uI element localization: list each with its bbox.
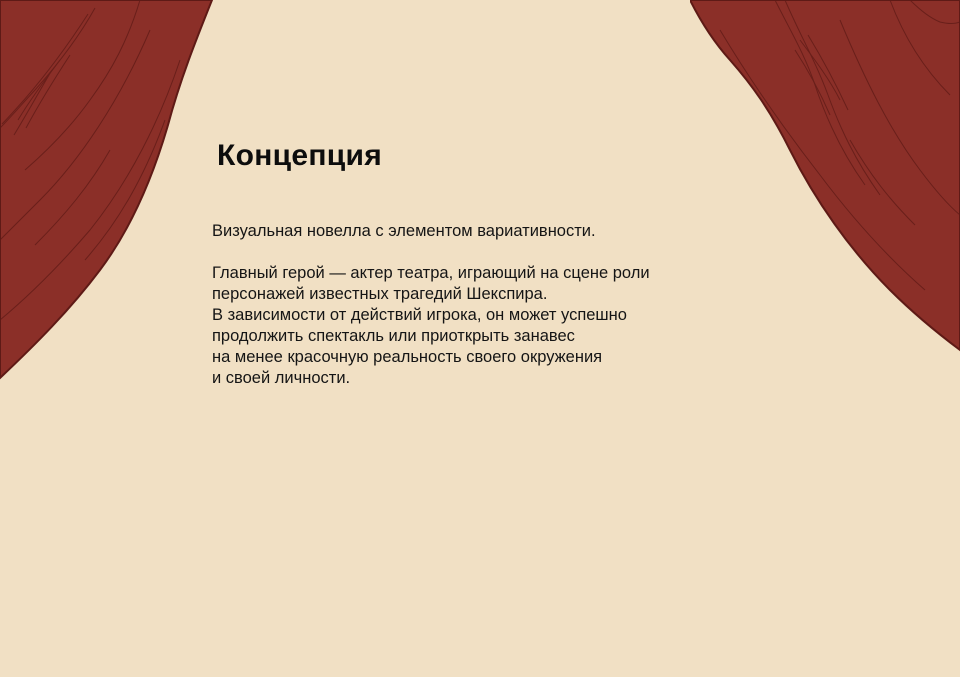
description-line: персонажей известных трагедий Шекспира. (212, 285, 548, 303)
curtain-left-illustration (0, 0, 220, 390)
description-line: и своей личности. (212, 369, 351, 387)
description-line: на менее красочную реальность своего окружения (212, 348, 603, 366)
curtain-right-illustration (690, 0, 960, 360)
intro-text: Визуальная новелла с элементом вариативности. (212, 222, 596, 240)
description-line: В зависимости от действий игрока, он может успешно (212, 306, 627, 324)
description-line: продолжить спектакль или приоткрыть занавес (212, 327, 575, 345)
concept-description (212, 263, 650, 389)
description-line: Главный герой — актер театра, играющий на сцене роли (212, 264, 650, 282)
page-title: Концепция (217, 139, 383, 172)
